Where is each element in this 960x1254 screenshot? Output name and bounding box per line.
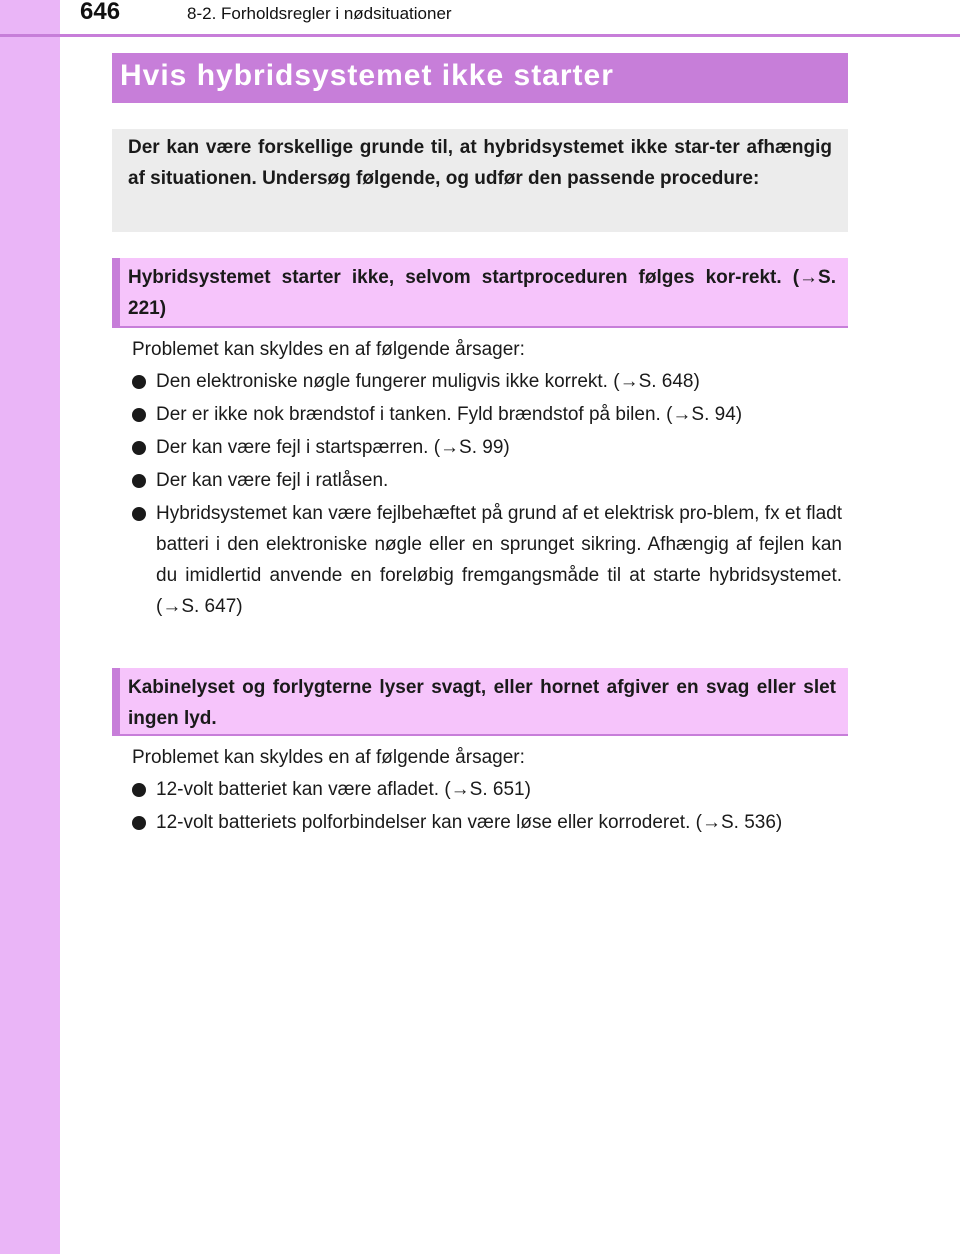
title-banner [112,53,848,103]
section1-lead: Problemet kan skyldes en af følgende årsager: [132,339,525,360]
bullet-icon [132,816,146,830]
list-item [132,366,842,397]
bullet-icon [132,375,146,389]
bullet-icon [132,441,146,455]
section1-heading-text: Hybridsystemet starter ikke, selvom startproceduren følges kor-rekt. (→S. 221) [128,267,836,319]
list-item-text: 12-volt batteriets polforbindelser kan være løse eller korroderet. (→S. 536) [156,812,783,833]
bullet-icon [132,474,146,488]
section1-body [132,334,842,622]
list-item-text: Der kan være fejl i ratlåsen. [156,470,389,491]
page-header [0,0,960,34]
list-item [132,432,842,463]
header-rule [0,34,960,37]
bullet-icon [132,408,146,422]
section1-heading [112,258,848,328]
list-item-text: Den elektroniske nøgle fungerer muligvis ikke korrekt. (→S. 648) [156,371,700,392]
intro-box [112,129,848,232]
page-title: Hvis hybridsystemet ikke starter [120,59,614,92]
list-item [132,498,842,622]
chapter-sidebar-tab [0,0,60,1254]
page-number: 646 [80,0,121,25]
bullet-icon [132,507,146,521]
bullet-icon [132,783,146,797]
section2-heading [112,668,848,736]
list-item-text: Der kan være fejl i startspærren. (→S. 99) [156,437,510,458]
section-label: 8-2. Forholdsregler i nødsituationer [187,4,452,23]
intro-text: Der kan være forskellige grunde til, at hybridsystemet ikke star-ter afhængig af situationen. Undersøg følgende, og udfør den passende procedure: [128,137,832,189]
list-item-text: Der er ikke nok brændstof i tanken. Fyld brændstof på bilen. (→S. 94) [156,404,743,425]
section2-body [132,742,842,838]
list-item [132,807,842,838]
list-item-text: Hybridsystemet kan være fejlbehæftet på grund af et elektrisk pro-blem, fx et fladt batteri i den elektroniske nøgle eller en sprunget sikring. Afhængig af fejlen kan du imidlertid anvende en foreløbig fremgangsmåde til at starte hybridsystemet. (→S. 647) [156,503,842,617]
list-item [132,465,842,496]
list-item [132,774,842,805]
section2-lead: Problemet kan skyldes en af følgende årsager: [132,747,525,768]
list-item-text: 12-volt batteriet kan være afladet. (→S. 651) [156,779,531,800]
list-item [132,399,842,430]
section2-heading-text: Kabinelyset og forlygterne lyser svagt, eller hornet afgiver en svag eller slet ingen lyd. [128,677,836,729]
